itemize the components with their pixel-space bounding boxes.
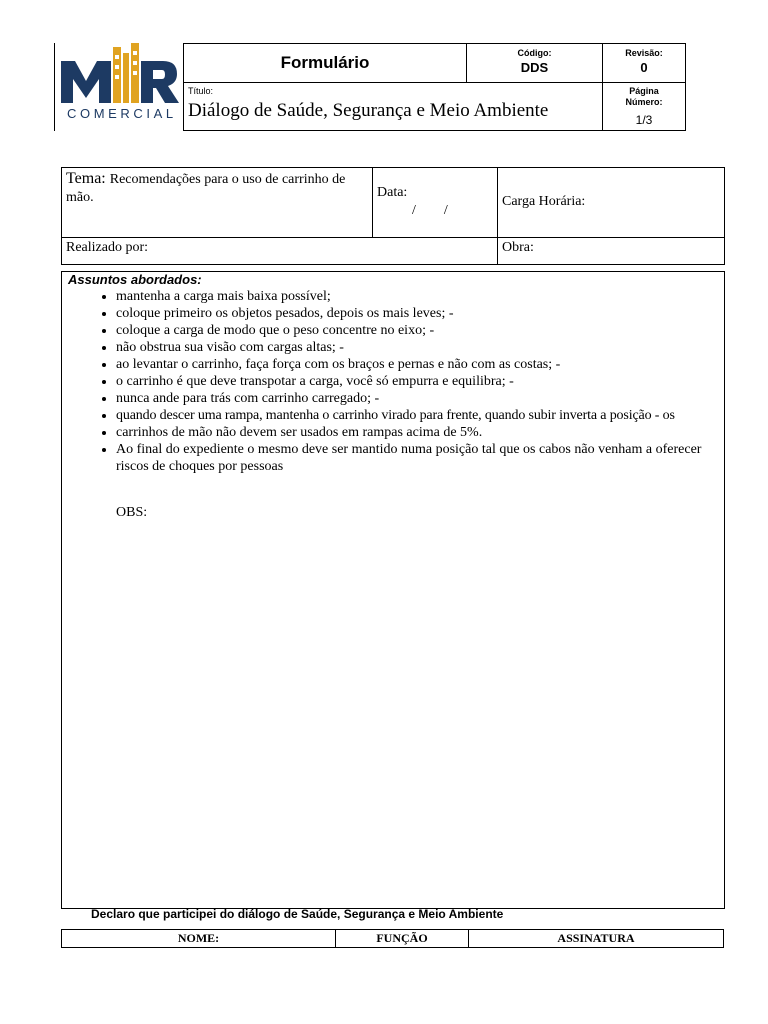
list-item: • mantenha a carga mais baixa possível; — [116, 288, 712, 305]
company-logo — [54, 43, 184, 131]
session-info-table — [61, 167, 725, 265]
page-label: Página Número: — [625, 86, 663, 107]
declaration-text: Declaro que participei do diálogo de Saúde, Segurança e Meio Ambiente — [91, 907, 504, 921]
nome-header: NOME: — [62, 930, 336, 947]
list-item: • coloque a carga de modo que o peso concentre no eixo; - — [116, 322, 712, 339]
carga-horaria-cell — [498, 168, 724, 238]
list-item: • não obstrua sua visão com cargas altas; - — [116, 339, 712, 356]
topics-list — [62, 288, 712, 475]
logo-wordmark: COMERCIAL — [67, 106, 177, 121]
code-value: DDS — [520, 60, 549, 75]
code-label: Código: — [517, 48, 552, 58]
tema-value: Recomendações para o uso de carrinho de mão. — [66, 172, 346, 205]
data-label: Data: — [377, 185, 408, 200]
list-item: • Ao final do expediente o mesmo deve ser mantido numa posição tal que os cabos não venham a oferecer riscos de choques por pessoas — [116, 441, 712, 475]
topics-heading: Assuntos abordados: — [68, 272, 202, 287]
page-value: 1/3 — [635, 113, 653, 127]
list-item: • quando descer uma rampa, mantenha o carrinho virado para frente, quando subir inverta a posição - os — [116, 407, 712, 424]
list-item: • nunca ande para trás com carrinho carregado; - — [116, 390, 712, 407]
obra-cell — [498, 238, 724, 264]
revision-cell — [603, 44, 685, 83]
code-cell — [467, 44, 603, 83]
tema-label: Tema: — [66, 170, 106, 187]
obs-label: OBS: — [116, 505, 148, 520]
list-item: • ao levantar o carrinho, faça força com os braços e pernas e não com as costas; - — [116, 356, 712, 373]
carga-horaria-label: Carga Horária: — [502, 194, 586, 209]
page-cell — [603, 83, 685, 130]
assinatura-header: ASSINATURA — [557, 931, 635, 945]
title-label: Título: — [188, 86, 214, 96]
signature-table — [61, 929, 724, 948]
list-item: • o carrinho é que deve transpotar a carga, você só empurra e equilibra; - — [116, 373, 712, 390]
funcao-header: FUNÇÃO — [336, 930, 469, 947]
data-value: / / — [412, 203, 448, 218]
tema-cell — [62, 168, 373, 238]
realizado-por-label: Realizado por: — [66, 240, 149, 255]
title-cell — [184, 83, 603, 130]
obra-label: Obra: — [502, 240, 534, 255]
form-label: Formulário — [184, 44, 467, 83]
form-header — [183, 43, 686, 131]
topics-section — [61, 271, 725, 909]
data-cell — [373, 168, 498, 238]
document-title: Diálogo de Saúde, Segurança e Meio Ambiente — [188, 100, 549, 121]
realizado-por-cell — [62, 238, 498, 264]
list-item: • coloque primeiro os objetos pesados, depois os mais leves; - — [116, 305, 712, 322]
list-item: • carrinhos de mão não devem ser usados em rampas acima de 5%. — [116, 424, 712, 441]
revision-value: 0 — [640, 60, 648, 75]
revision-label: Revisão: — [625, 48, 663, 58]
